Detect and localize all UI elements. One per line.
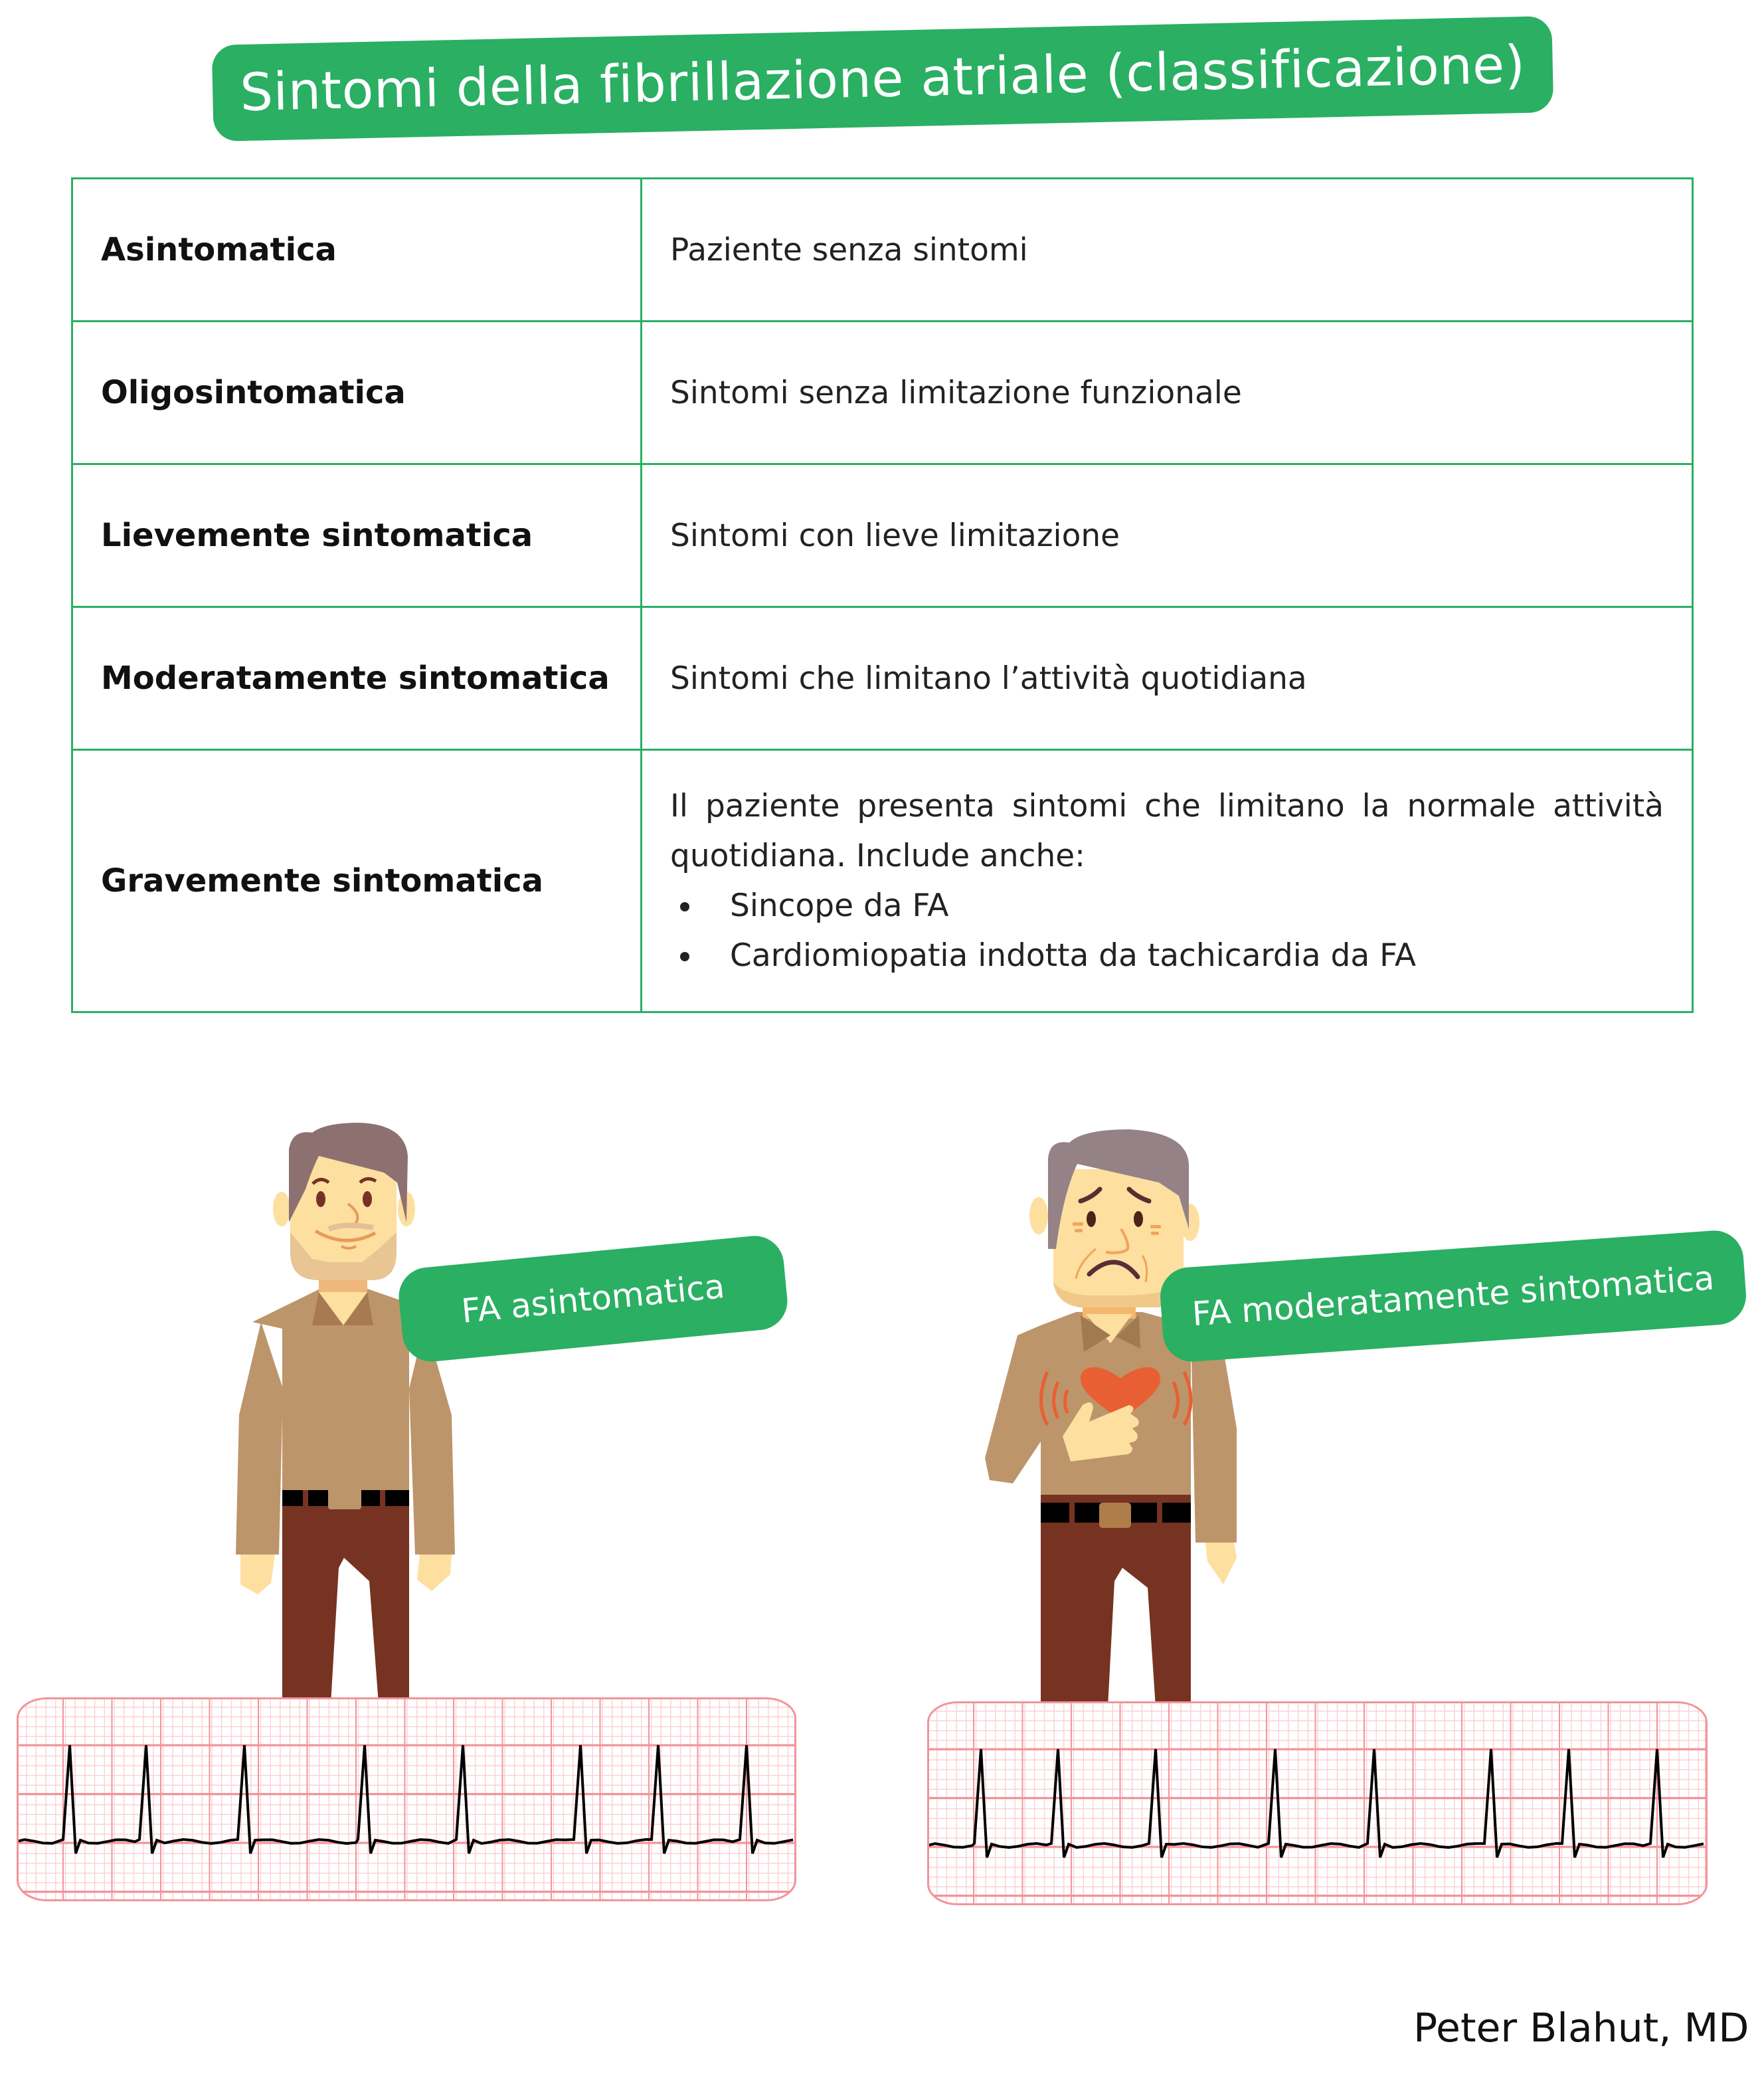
man-chest-pain-icon [983,1123,1249,1707]
row-description: Sintomi con lieve limitazione [642,464,1693,607]
table-row [72,750,1693,1012]
row-label: Oligosintomatica [72,322,642,464]
table-row [72,179,1693,322]
bullet-list [670,881,1664,981]
row-description [642,750,1693,1012]
caption-text: FA moderatamente sintomatica [1191,1258,1716,1334]
ecg-strip-right [927,1701,1708,1905]
row-label: Gravemente sintomatica [72,750,642,1012]
table-row [72,607,1693,750]
caption-text: FA asintomatica [460,1267,727,1331]
page-title: Sintomi della fibrillazione atriale (classificazione) [239,35,1526,123]
row-label: Moderatamente sintomatica [72,607,642,750]
title-banner [212,16,1554,142]
row-label: Lievemente sintomatica [72,464,642,607]
row-label: Asintomatica [72,179,642,322]
ecg-strip-left [17,1697,796,1901]
author-signature: Peter Blahut, MD [1413,2005,1749,2051]
bullet-item: • Sincope da FA [703,881,1664,931]
table-row [72,464,1693,607]
row-description: Sintomi senza limitazione funzionale [642,322,1693,464]
man-smiling-icon [226,1116,465,1707]
table-row [72,322,1693,464]
bullet-item: • Cardiomiopatia indotta da tachicardia da FA [703,931,1664,981]
classification-table [71,177,1694,1013]
row-description: Sintomi che limitano l’attività quotidiana [642,607,1693,750]
description-paragraph: Il paziente presenta sintomi che limitano la normale attività quotidiana. Include anche: [670,788,1664,874]
row-description: Paziente senza sintomi [642,179,1693,322]
